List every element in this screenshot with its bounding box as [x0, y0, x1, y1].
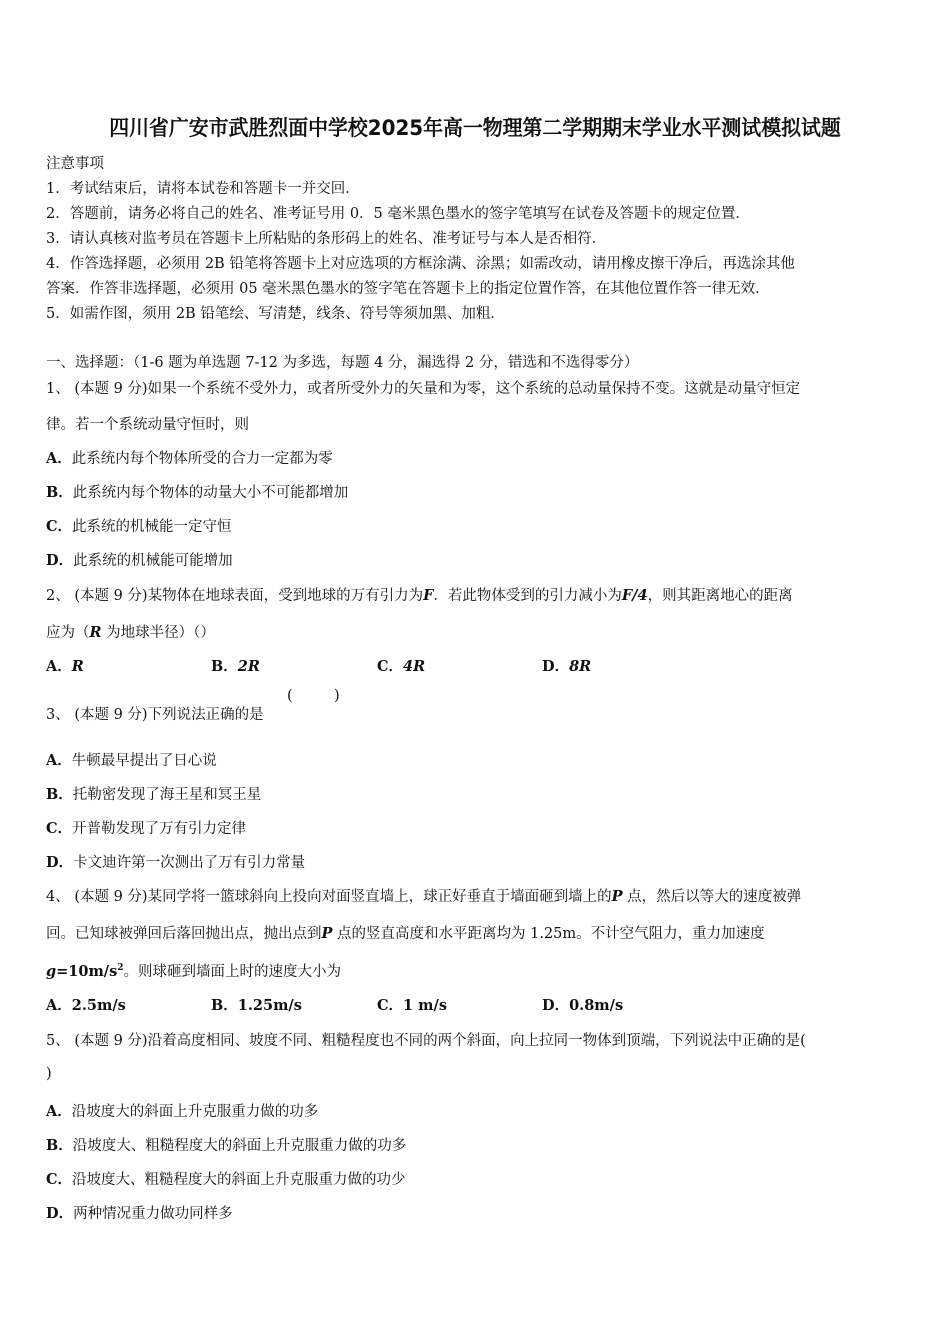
question-4-text: 4、 (本题 9 分)某同学将一篮球斜向上投向对面竖直墙上，球正好垂直于墙面砸到墙上的P 点，然后以等大的速度被弹 [46, 888, 802, 905]
q4-option-b: B．1.25m/s [211, 997, 302, 1014]
q2-option-d: D．8R [542, 658, 592, 675]
q2-option-c: C．4R [377, 658, 426, 675]
q3-option-a: A．牛顿最早提出了日心说 [46, 752, 217, 769]
q1-option-d: D．此系统的机械能可能增加 [46, 552, 233, 569]
q3-option-c: C．开普勒发现了万有引力定律 [46, 820, 247, 837]
q3-option-b: B．托勒密发现了海王星和冥王星 [46, 786, 262, 803]
page-title: 四川省广安市武胜烈面中学校2025年高一物理第二学期期末学业水平测试模拟试题 [109, 116, 841, 140]
q5-option-d: D．两种情况重力做功同样多 [46, 1205, 233, 1222]
q2-option-a: A．R [46, 658, 84, 675]
notice-item: 4．作答选择题，必须用 2B 铅笔将答题卡上对应选项的方框涂满、涂黑；如需改动，请用橡皮擦干净后，再选涂其他 [46, 256, 795, 272]
q4-option-c: C．1 m/s [377, 997, 447, 1014]
question-3-text: 3、 (本题 9 分)下列说法正确的是 [46, 707, 264, 723]
q4-option-a: A．2.5m/s [46, 997, 126, 1014]
q1-option-a: A．此系统内每个物体所受的合力一定都为零 [46, 450, 333, 467]
question-4-text-cont: 回。已知球被弹回后落回抛出点，抛出点到P 点的竖直高度和水平距离均为 1.25m。不计空气阻力，重力加速度 [46, 925, 765, 942]
notice-item: 3．请认真核对监考员在答题卡上所粘贴的条形码上的姓名、准考证号与本人是否相符． [46, 231, 607, 247]
notice-heading: 注意事项 [46, 156, 104, 172]
q5-option-a: A．沿坡度大的斜面上升克服重力做的功多 [46, 1103, 319, 1120]
q5-option-b: B．沿坡度大、粗糙程度大的斜面上升克服重力做的功多 [46, 1137, 407, 1154]
question-4-text-cont2: $g=10m/s^2$。则球砸到墙面上时的速度大小为 [46, 963, 342, 980]
notice-item: 答案．作答非选择题，必须用 05 毫米黑色墨水的签字笔在答题卡上的指定位置作答，在其他位置作答一律无效． [46, 281, 770, 297]
question-2-text-cont: 应为（R 为地球半径）（） [46, 624, 215, 641]
notice-item: 5．如需作图，须用 2B 铅笔绘、写清楚，线条、符号等须加黑、加粗． [46, 306, 505, 322]
answer-paren-left: ( [287, 688, 293, 704]
question-1-text-cont: 律。若一个系统动量守恒时，则 [46, 417, 249, 433]
section-heading: 一、选择题：（1-6 题为单选题 7-12 为多选，每题 4 分，漏选得 2 分，错选和不选得零分） [46, 355, 639, 371]
notice-item: 2．答题前，请务必将自己的姓名、准考证号用 0．5 毫米黑色墨水的签字笔填写在试卷及答题卡的规定位置． [46, 206, 750, 222]
question-2-text: 2、 (本题 9 分)某物体在地球表面，受到地球的万有引力为F．若此物体受到的引力减小为F/4，则其距离地心的距离 [46, 587, 793, 604]
notice-item: 1．考试结束后，请将本试卷和答题卡一并交回． [46, 181, 360, 197]
q3-option-d: D．卡文迪许第一次测出了万有引力常量 [46, 854, 306, 871]
answer-paren-right: ) [334, 688, 340, 704]
q1-option-c: C．此系统的机械能一定守恒 [46, 518, 232, 535]
question-5-text: 5、 (本题 9 分)沿着高度相同、坡度不同、粗糙程度也不同的两个斜面，向上拉同一物体到顶端，下列说法中正确的是( [46, 1033, 806, 1049]
q2-option-b: B．2R [211, 658, 260, 675]
question-1-text: 1、 (本题 9 分)如果一个系统不受外力，或者所受外力的矢量和为零，这个系统的总动量保持不变。这就是动量守恒定 [46, 381, 801, 397]
q1-option-b: B．此系统内每个物体的动量大小不可能都增加 [46, 484, 349, 501]
q5-option-c: C．沿坡度大、粗糙程度大的斜面上升克服重力做的功少 [46, 1171, 406, 1188]
question-5-text-cont: ) [46, 1066, 52, 1082]
q4-option-d: D．0.8m/s [542, 997, 624, 1014]
